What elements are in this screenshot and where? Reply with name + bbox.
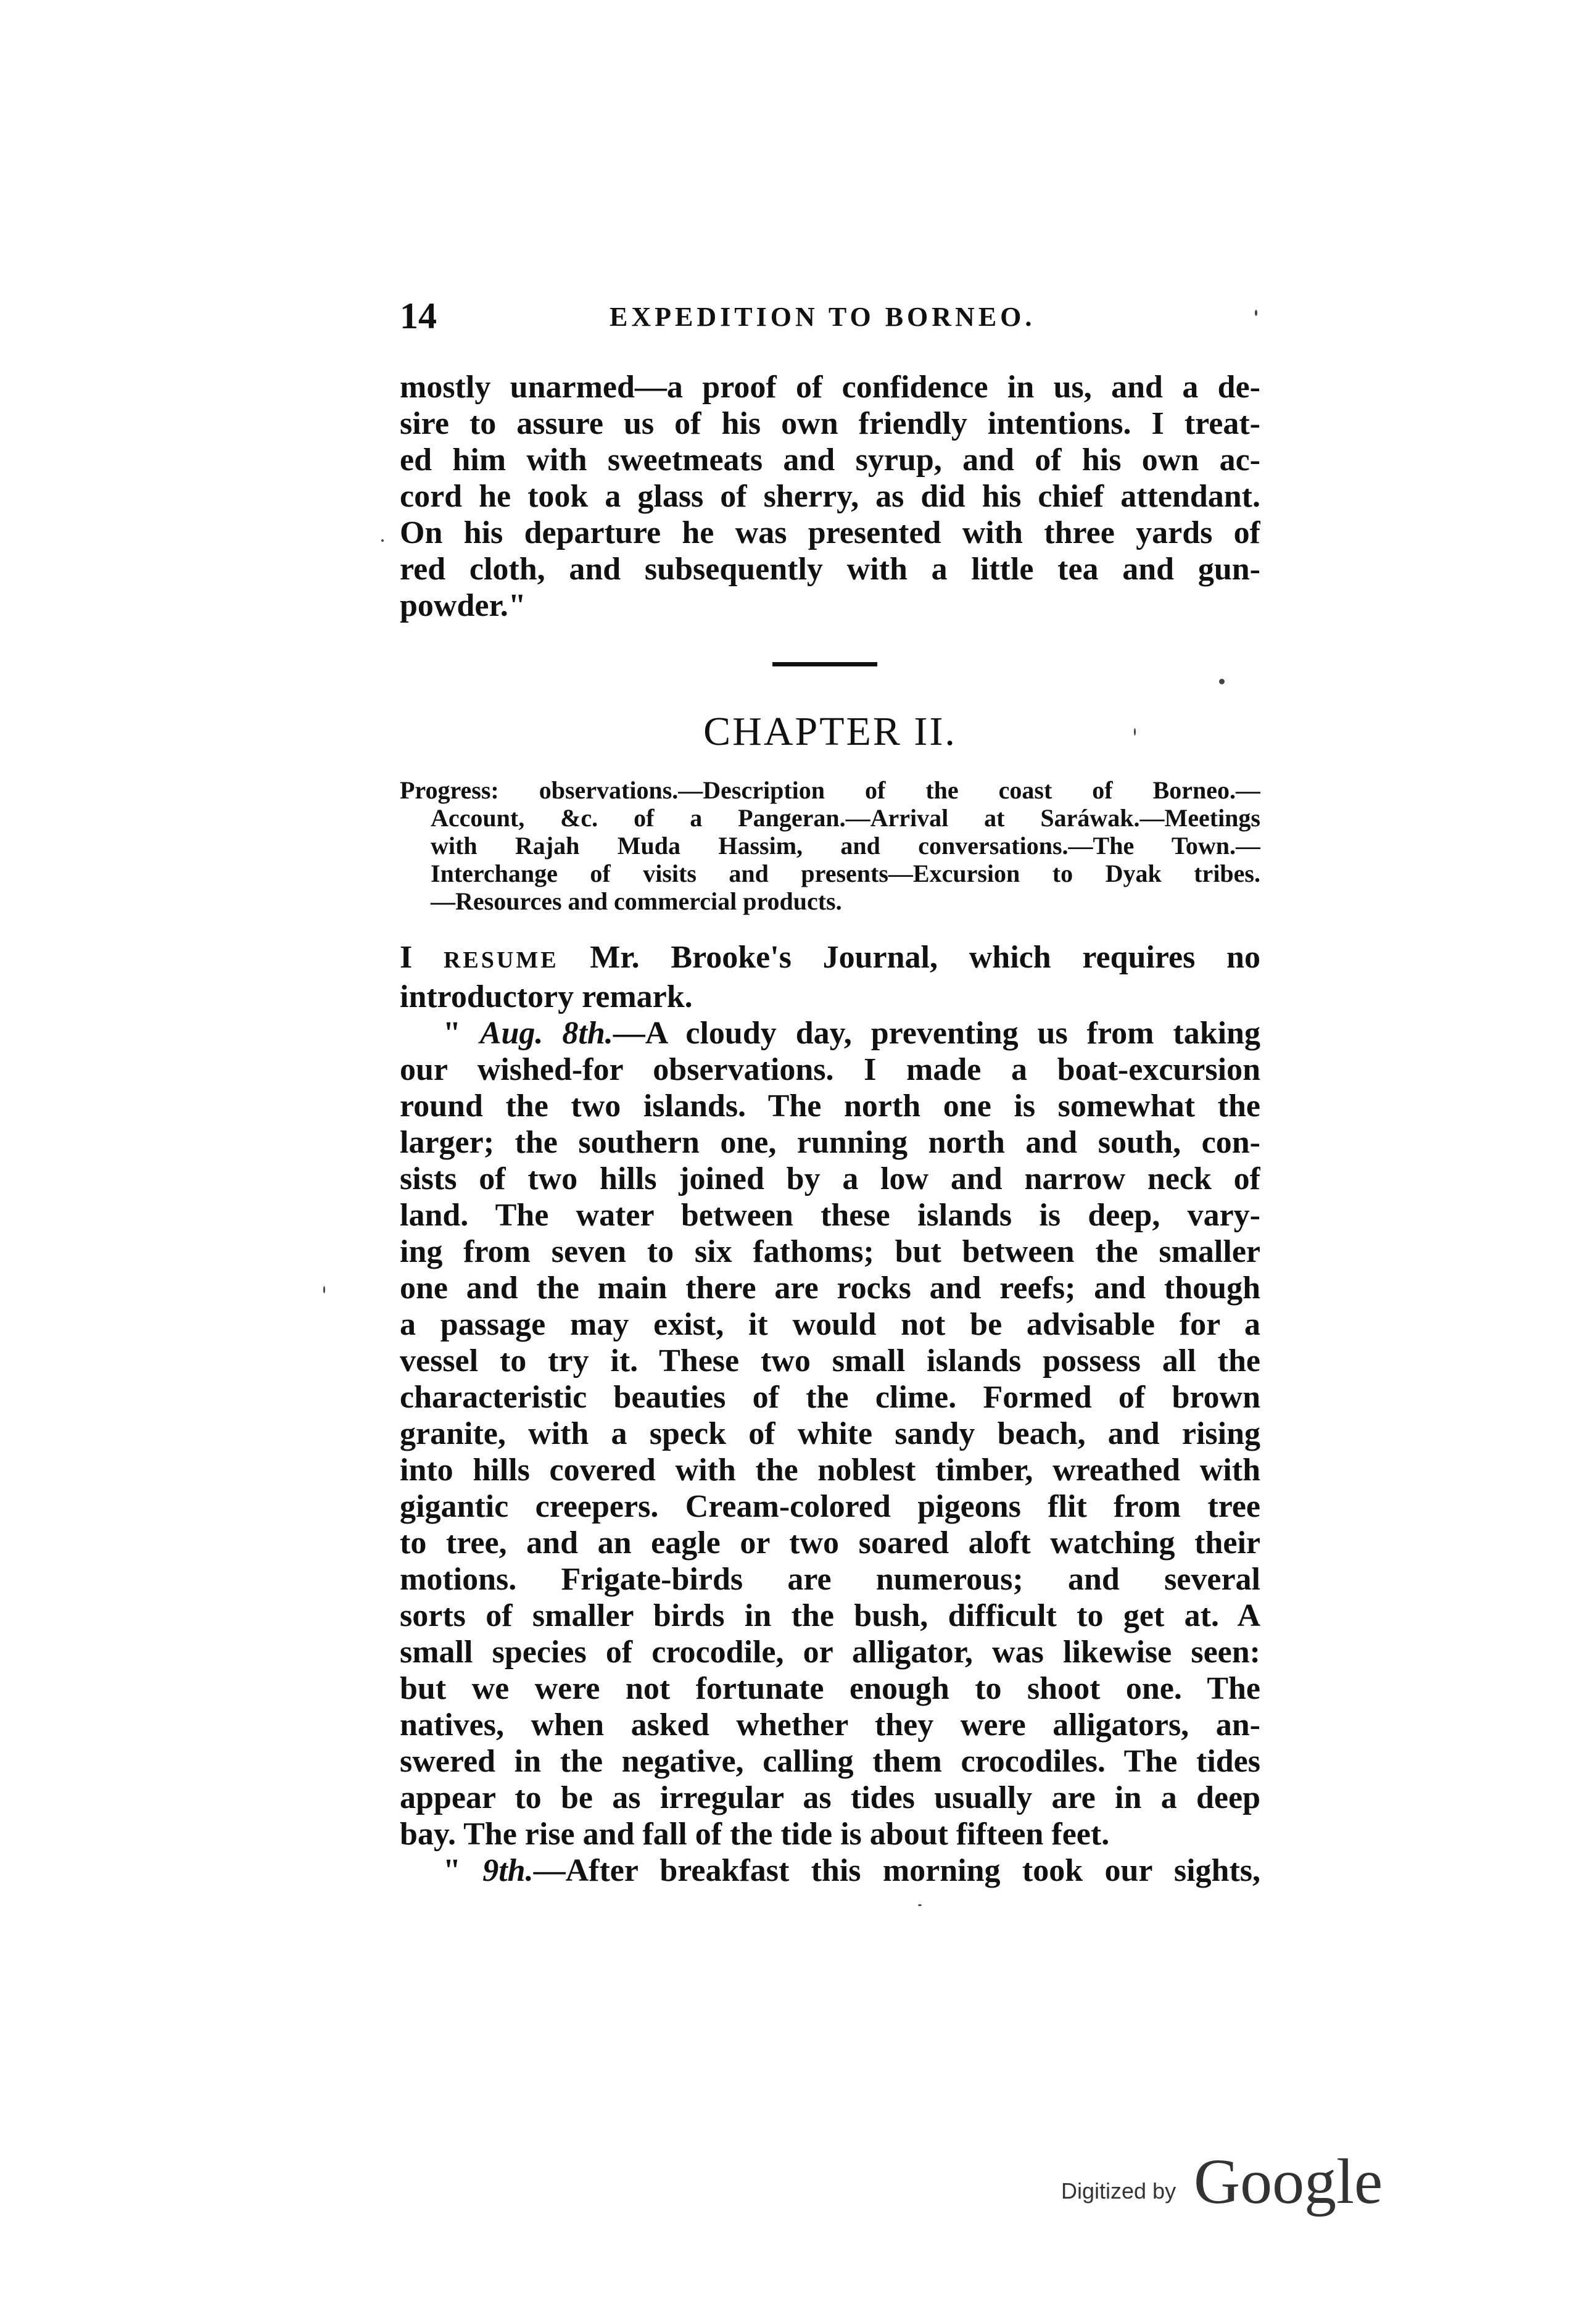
scan-speck (1219, 679, 1225, 684)
text-line: sire to assure us of his own friendly intentions. I treat- (400, 406, 1260, 441)
text-line: sorts of smaller birds in the bush, difficult to get at. A (400, 1598, 1260, 1633)
text-line: larger; the southern one, running north and south, con- (400, 1125, 1260, 1160)
digitized-by-label: Digitized by (1061, 2178, 1176, 2204)
google-watermark (1061, 2146, 1407, 2217)
line-rest: —After breakfast this morning took our sights, (533, 1853, 1260, 1888)
journal-date: Aug. 8th. (479, 1016, 613, 1051)
section-divider (772, 662, 877, 666)
summary-line: Account, &c. of a Pangeran.—Arrival at Saráwak.—Meetings (431, 804, 1260, 832)
text-line: vessel to try it. These two small islands possess all the (400, 1343, 1260, 1379)
scan-speck (381, 539, 384, 542)
open-quote: " (443, 1853, 483, 1888)
text-line: one and the main there are rocks and reefs; and though (400, 1271, 1260, 1306)
page-number: 14 (400, 296, 437, 336)
text-line (400, 1852, 1260, 1889)
text-line: into hills covered with the noblest timber, wreathed with (400, 1453, 1260, 1488)
text-line (400, 1015, 1260, 1051)
scan-speck (323, 1286, 325, 1293)
text-line: to tree, and an eagle or two soared aloft watching their (400, 1525, 1260, 1561)
text-line: granite, with a speck of white sandy beach, and rising (400, 1416, 1260, 1451)
chapter-title: CHAPTER II. (703, 709, 957, 754)
summary-line: Interchange of visits and presents—Excursion to Dyak tribes. (431, 860, 1260, 887)
text-line: bay. The rise and fall of the tide is about fifteen feet. (400, 1817, 1110, 1852)
small-caps-word: RESUME (443, 947, 559, 973)
text-line: motions. Frigate-birds are numerous; and several (400, 1562, 1260, 1597)
open-quote: " (443, 1016, 480, 1051)
text-line: a passage may exist, it would not be advisable for a (400, 1307, 1260, 1342)
text-line: introductory remark. (400, 979, 693, 1014)
text-line: but we were not fortunate enough to shoot one. The (400, 1671, 1260, 1706)
text-line: sists of two hills joined by a low and narrow neck of (400, 1161, 1260, 1196)
text-line (400, 939, 1260, 979)
text-line: cord he took a glass of sherry, as did his chief attendant. (400, 479, 1260, 514)
text-line: red cloth, and subsequently with a little tea and gun- (400, 552, 1260, 587)
text-line: appear to be as irregular as tides usually are in a deep (400, 1780, 1260, 1815)
text-line: ing from seven to six fathoms; but between the smaller (400, 1234, 1260, 1269)
text-line: our wished-for observations. I made a boat-excursion (400, 1052, 1260, 1087)
paragraph-continued (400, 369, 1260, 624)
text-line: On his departure he was presented with three yards of (400, 515, 1260, 550)
line-rest: Mr. Brooke's Journal, which requires no (558, 940, 1260, 975)
summary-line: —Resources and commercial products. (431, 887, 842, 915)
text-line: characteristic beauties of the clime. Formed of brown (400, 1380, 1260, 1415)
scan-speck (1255, 310, 1257, 316)
text-line: ed him with sweetmeats and syrup, and of his own ac- (400, 442, 1260, 478)
scan-speck (1134, 728, 1136, 736)
scan-speck (918, 1904, 922, 1906)
drop-word: I (400, 940, 444, 975)
summary-line: with Rajah Muda Hassim, and conversations.—The Town.— (431, 832, 1260, 860)
text-line: land. The water between these islands is deep, vary- (400, 1198, 1260, 1233)
chapter-summary (400, 776, 1260, 915)
summary-line: Progress: observations.—Description of the coast of Borneo.— (400, 776, 1260, 804)
journal-date: 9th. (482, 1853, 534, 1888)
text-line: round the two islands. The north one is somewhat the (400, 1088, 1260, 1124)
text-line: natives, when asked whether they were alligators, an- (400, 1707, 1260, 1743)
chapter-body (400, 939, 1260, 1889)
text-line: mostly unarmed—a proof of confidence in us, and a de- (400, 370, 1260, 405)
line-rest: —A cloudy day, preventing us from taking (613, 1016, 1260, 1051)
text-line: swered in the negative, calling them crocodiles. The tides (400, 1744, 1260, 1779)
text-line: small species of crocodile, or alligator, was likewise seen: (400, 1635, 1260, 1670)
google-logo: Google (1194, 2146, 1383, 2217)
text-line: powder." (400, 588, 526, 623)
running-head: EXPEDITION TO BORNEO. (610, 302, 1036, 332)
page-header (400, 295, 1263, 338)
text-line: gigantic creepers. Cream-colored pigeons flit from tree (400, 1489, 1260, 1524)
